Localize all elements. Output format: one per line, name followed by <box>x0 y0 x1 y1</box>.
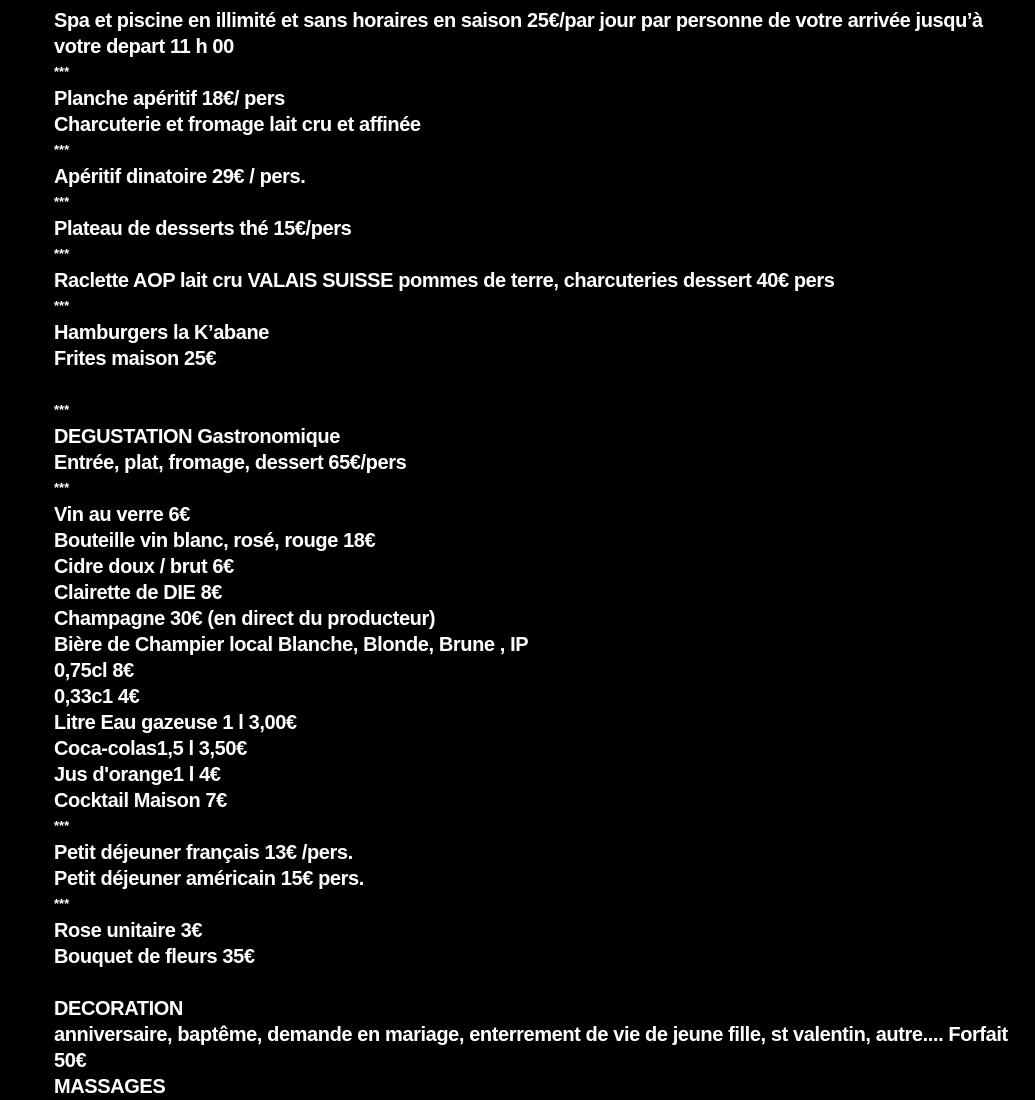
tasting-menu-price: Entrée, plat, fromage, dessert 65€/pers <box>54 452 407 474</box>
separator: *** <box>54 480 70 495</box>
charcuterie-description: Charcuterie et fromage lait cru et affinée <box>54 114 421 136</box>
wine-glass-price: Vin au verre 6€ <box>54 504 190 526</box>
spacer <box>54 372 1014 398</box>
hamburgers-title: Hamburgers la K’abane <box>54 322 270 344</box>
tasting-title: DEGUSTATION Gastronomique <box>54 426 340 448</box>
separator: *** <box>54 818 70 833</box>
separator: *** <box>54 142 70 157</box>
cocktail-price: Cocktail Maison 7€ <box>54 790 227 812</box>
aperitif-board-price: Planche apéritif 18€/ pers <box>54 88 285 110</box>
raclette-price: Raclette AOP lait cru VALAIS SUISSE pommes de terre, charcuteries dessert 40€ pers <box>54 270 835 292</box>
orange-juice-price: Jus d'orange1 l 4€ <box>54 764 221 786</box>
coca-cola-price: Coca-colas1,5 l 3,50€ <box>54 738 247 760</box>
aperitif-dinner-price: Apéritif dinatoire 29€ / pers. <box>54 166 306 188</box>
decoration-description: anniversaire, baptême, demande en mariage, enterrement de vie de jeune fille, st valentin, autre.... Forfait 50€ <box>54 1024 1008 1072</box>
beer-33cl-price: 0,33c1 4€ <box>54 686 140 708</box>
price-list <box>54 8 1014 1100</box>
fries-price: Frites maison 25€ <box>54 348 217 370</box>
cider-price: Cidre doux / brut 6€ <box>54 556 234 578</box>
separator: *** <box>54 896 70 911</box>
sparkling-water-price: Litre Eau gazeuse 1 l 3,00€ <box>54 712 297 734</box>
separator: *** <box>54 246 70 261</box>
spacer <box>54 970 1014 996</box>
separator: *** <box>54 402 70 417</box>
massages-title: MASSAGES <box>54 1076 166 1098</box>
champagne-price: Champagne 30€ (en direct du producteur) <box>54 608 436 630</box>
flower-bouquet-price: Bouquet de fleurs 35€ <box>54 946 255 968</box>
spa-pool-offer: Spa et piscine en illimité et sans horaires en saison 25€/par jour par personne de votre arrivée jusqu’à votre depart 11 h 00 <box>54 10 983 58</box>
separator: *** <box>54 64 70 79</box>
wine-bottle-price: Bouteille vin blanc, rosé, rouge 18€ <box>54 530 376 552</box>
beer-description: Bière de Champier local Blanche, Blonde, Brune , IP <box>54 634 529 656</box>
decoration-title: DECORATION <box>54 998 183 1020</box>
dessert-tray-price: Plateau de desserts thé 15€/pers <box>54 218 352 240</box>
single-rose-price: Rose unitaire 3€ <box>54 920 203 942</box>
separator: *** <box>54 194 70 209</box>
separator: *** <box>54 298 70 313</box>
clairette-price: Clairette de DIE 8€ <box>54 582 223 604</box>
french-breakfast-price: Petit déjeuner français 13€ /pers. <box>54 842 353 864</box>
american-breakfast-price: Petit déjeuner américain 15€ pers. <box>54 868 364 890</box>
beer-75cl-price: 0,75cl 8€ <box>54 660 134 682</box>
